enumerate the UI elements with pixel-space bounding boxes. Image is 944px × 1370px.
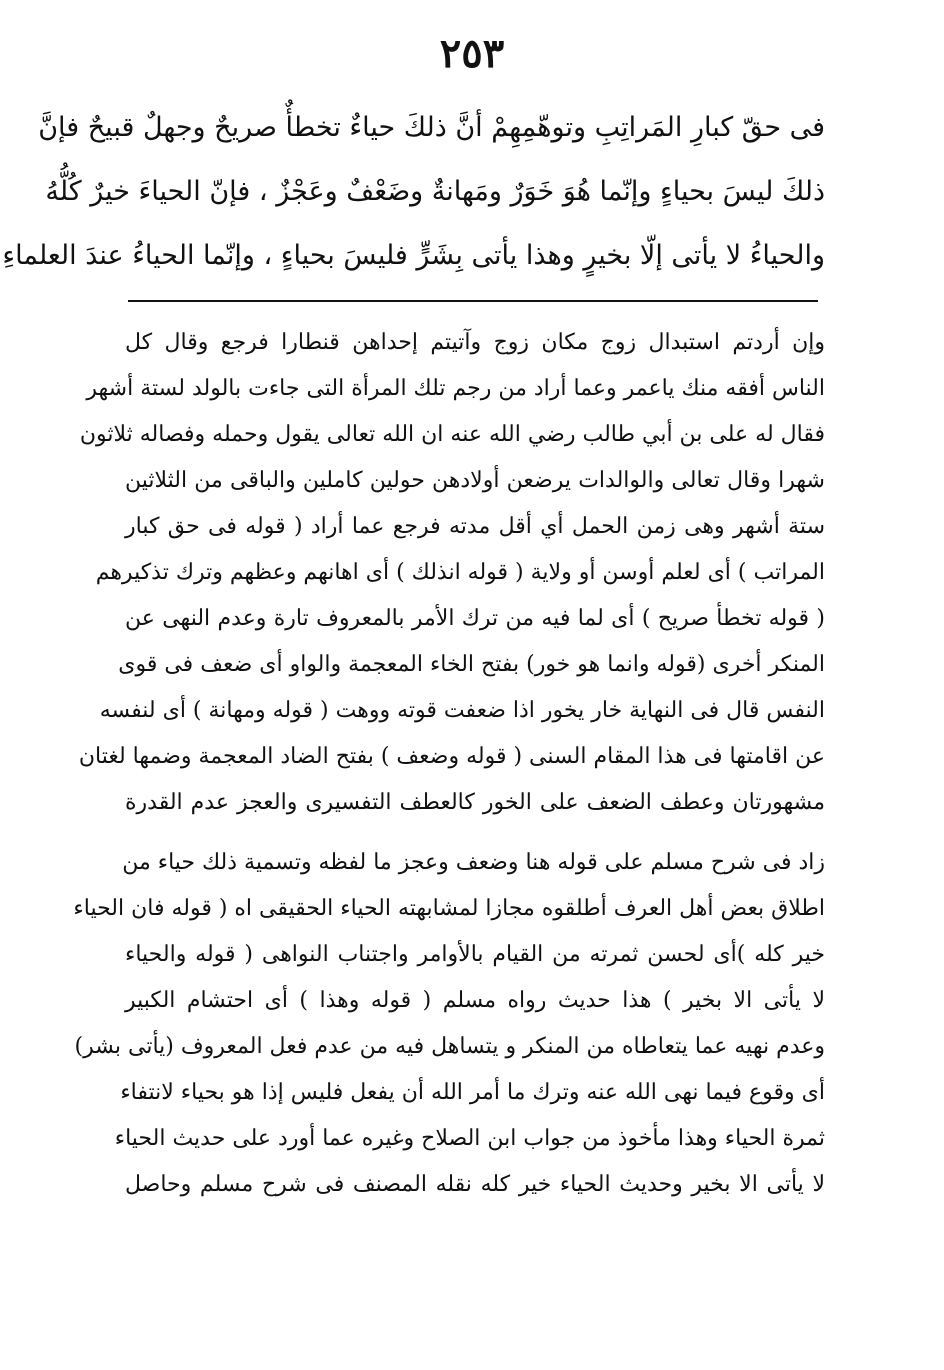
commentary-line: ستة أشهر وهى زمن الحمل أي أقل مدته فرجع عما أراد ( قوله فى حق كبار [125,514,826,539]
main-text-block [2,96,825,288]
commentary-block [73,320,826,1208]
commentary-line: ( قوله تخطأ صريح ) أى لما فيه من ترك الأمر بالمعروف تارة وعدم النهى عن [125,606,825,631]
commentary-line: خير كله )أى لحسن ثمرته من القيام بالأوامر واجتناب النواهى ( قوله والحياء [125,942,825,967]
commentary-line: لا يأتى الا بخير وحديث الحياء خير كله نقله المصنف فى شرح مسلم وحاصل [125,1172,825,1197]
commentary-line: أى وقوع فيما نهى الله عنه وترك ما أمر الله أن يفعل فليس إذا هو بحياء لانتفاء [120,1080,825,1105]
commentary-line: وعدم نهيه عما يتعاطاه من المنكر و يتساهل فيه من عدم فعل المعروف (يأتى بشر) [74,1034,825,1059]
page-number: ٢٥٣ [439,30,505,77]
separator-rule [128,300,818,302]
main-text-line: فى حقّ كبارِ المَراتِبِ وتوهّمِهِمْ أنَّ ذلكَ حياءٌ تخطأٌ صريحٌ وجهلٌ قبيحٌ فإنَّ [38,112,825,143]
commentary-line: مشهورتان وعطف الضعف على الخور كالعطف التفسيرى والعجز عدم القدرة [125,790,825,815]
commentary-line: زاد فى شرح مسلم على قوله هنا وضعف وعجز ما لفظه وتسمية ذلك حياء من [122,850,825,875]
commentary-line: المراتب ) أى لعلم أوسن أو ولاية ( قوله انذلك ) أى اهانهم وعظهم وترك تذكيرهم [95,560,825,585]
main-text-line: والحياءُ لا يأتى إلّا بخيرٍ وهذا يأتى بِشَرٍّ فليسَ بحياءٍ ، وإنّما الحياءُ عندَ العلماءِ [2,240,825,271]
paragraph-gap [125,826,825,840]
commentary-line: ثمرة الحياء وهذا مأخوذ من جواب ابن الصلاح وغيره عما أورد على حديث الحياء [114,1126,825,1151]
commentary-line: فقال له على بن أبي طالب رضي الله عنه ان الله تعالى يقول وحمله وفصاله ثلاثون [79,422,825,447]
commentary-line: شهرا وقال تعالى والوالدات يرضعن أولادهن حولين كاملين والباقى من الثلاثين [125,468,825,493]
commentary-line: المنكر أخرى (قوله وانما هو خور) بفتح الخاء المعجمة والواو أى ضعف فى قوى [118,652,825,677]
commentary-line: الناس أفقه منك ياعمر وعما أراد من رجم تلك المرأة التى جاءت بالولد لستة أشهر [86,376,825,401]
commentary-line: لا يأتى الا بخير ) هذا حديث رواه مسلم ( قوله وهذا ) أى احتشام الكبير [125,988,825,1013]
commentary-line: عن اقامتها فى هذا المقام السنى ( قوله وضعف ) بفتح الضاد المعجمة وضمها لغتان [78,744,825,769]
main-text-line: ذلكَ ليسَ بحياءٍ وإنّما هُوَ خَوَرٌ ومَهانةٌ وضَعْفٌ وعَجْزٌ ، فإنّ الحياءَ خيرٌ كُلُّهُ [45,176,825,207]
commentary-line: وإن أردتم استبدال زوج مكان زوج وآتيتم إحداهن قنطارا فرجع وقال كل [125,330,825,355]
commentary-line: النفس قال فى النهاية خار يخور اذا ضعفت قوته ووهت ( قوله ومهانة ) أى لنفسه [99,698,825,723]
commentary-line: اطلاق بعض أهل العرف أطلقوه مجازا لمشابهته الحياء الحقيقى اه ( قوله فان الحياء [73,896,825,921]
